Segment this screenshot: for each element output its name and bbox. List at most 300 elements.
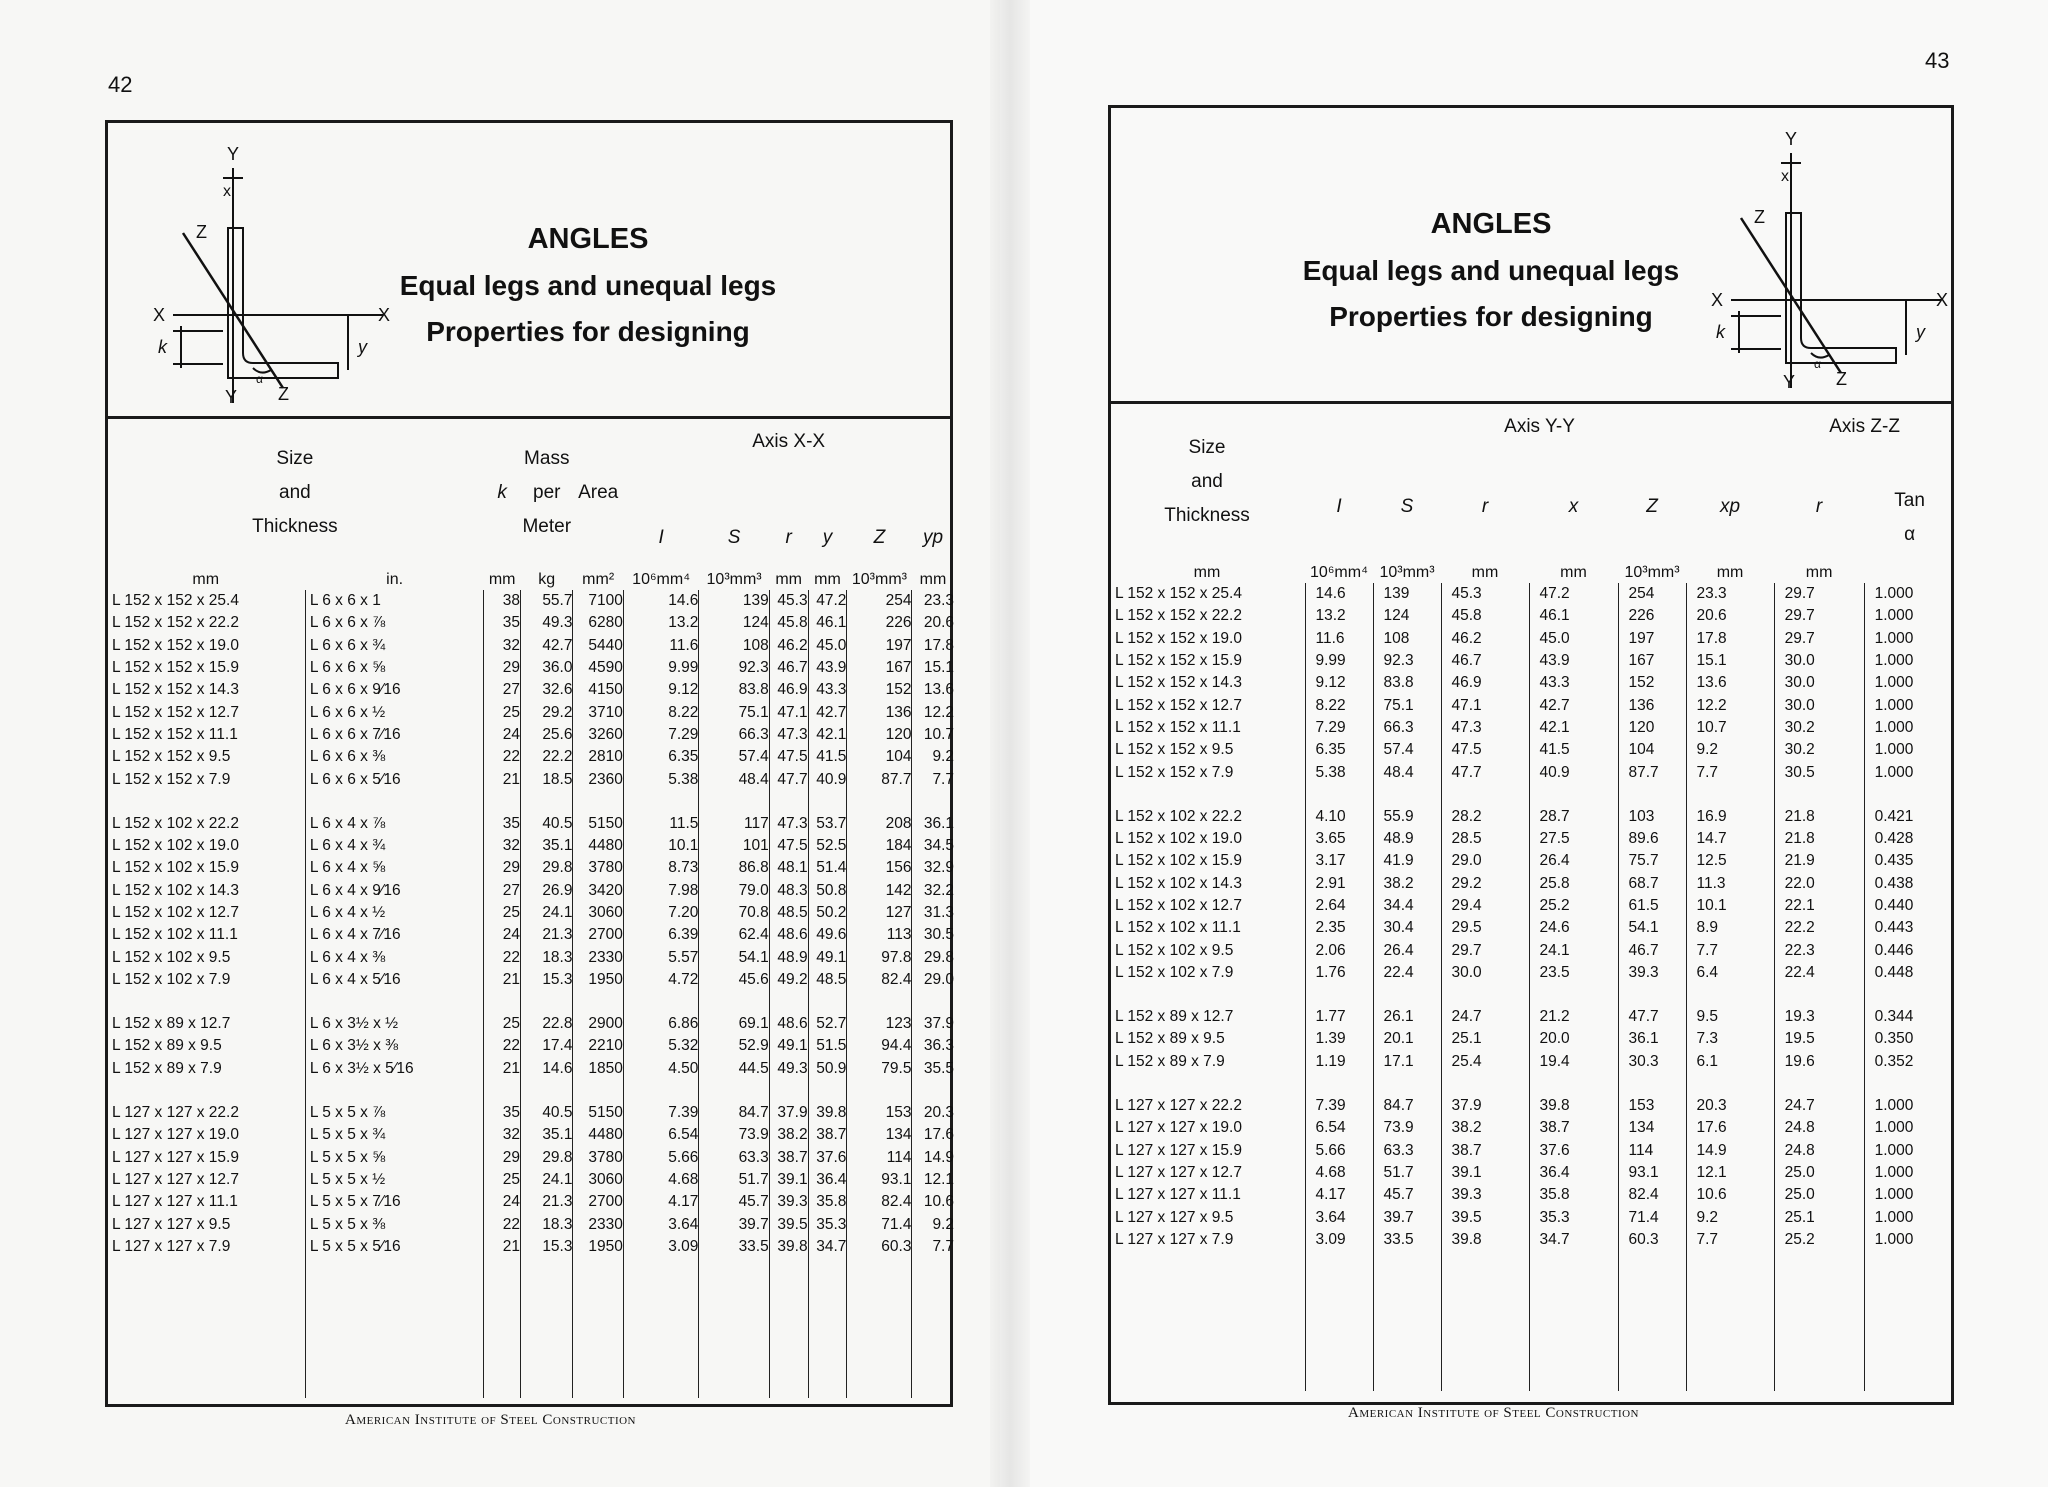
- table-cell: L 152 x 152 x 19.0: [112, 636, 239, 654]
- table-cell: L 127 x 127 x 15.9: [1115, 1141, 1242, 1159]
- diagram-label-alpha: α: [1814, 357, 1821, 371]
- table-cell: 19.3: [1774, 1006, 1864, 1028]
- table-cell: 0.421: [1864, 806, 1955, 828]
- filler-cell: [847, 1258, 912, 1398]
- table-cell: 28.7: [1529, 806, 1618, 828]
- right-size-header-line2: and: [1191, 471, 1223, 492]
- table-cell: 47.7: [769, 768, 808, 790]
- spacer-cell: [1864, 784, 1955, 806]
- spacer-cell: [1109, 1073, 1305, 1095]
- table-cell: L 5 x 5 x 5⁄16: [305, 1236, 483, 1258]
- table-cell: 24: [484, 924, 521, 946]
- table-cell: 48.1: [769, 857, 808, 879]
- table-cell: 24.1: [521, 902, 573, 924]
- table-cell: 38: [484, 590, 521, 612]
- table-cell: 23.5: [1529, 962, 1618, 984]
- table-cell: 9.5: [1686, 1006, 1774, 1028]
- right-S-header: S: [1400, 496, 1414, 517]
- table-cell: 8.9: [1686, 917, 1774, 939]
- spacer-cell: [1373, 1073, 1441, 1095]
- table-cell: 79.5: [847, 1058, 912, 1080]
- table-cell: 1.000: [1864, 672, 1955, 694]
- table-cell: 2900: [573, 1013, 623, 1035]
- group-spacer: [106, 791, 954, 813]
- table-cell: 21.3: [521, 924, 573, 946]
- table-cell: 46.9: [1441, 672, 1529, 694]
- table-cell: L 5 x 5 x ¾: [305, 1124, 483, 1146]
- filler-cell: [1774, 1251, 1864, 1391]
- table-cell: 92.3: [1373, 650, 1441, 672]
- table-cell: L 152 x 152 x 22.2: [1115, 607, 1242, 625]
- table-cell: 37.9: [1441, 1095, 1529, 1117]
- table-cell: 13.6: [1686, 672, 1774, 694]
- table-cell: 51.7: [699, 1169, 769, 1191]
- table-cell: 4.72: [623, 969, 699, 991]
- table-cell: 14.6: [521, 1058, 573, 1080]
- table-cell: 22: [484, 746, 521, 768]
- table-cell: L 152 x 152 x 12.7: [112, 703, 239, 721]
- table-cell: 39.1: [1441, 1162, 1529, 1184]
- table-cell: 30.0: [1774, 694, 1864, 716]
- table-cell: 86.8: [699, 857, 769, 879]
- table-cell: 5.38: [1305, 761, 1373, 783]
- table-cell: 197: [847, 635, 912, 657]
- filler-cell: [521, 1258, 573, 1398]
- table-cell: 79.0: [699, 880, 769, 902]
- table-cell: L 6 x 6 x ⅝: [305, 657, 483, 679]
- spacer-cell: [521, 791, 573, 813]
- table-cell: 20.6: [1686, 605, 1774, 627]
- table-cell: 1.000: [1864, 650, 1955, 672]
- table-row: [1109, 605, 1955, 627]
- table-cell: 23.3: [912, 590, 954, 612]
- table-cell: 29.8: [521, 1147, 573, 1169]
- table-cell: 66.3: [1373, 717, 1441, 739]
- table-cell: L 6 x 3½ x ½: [305, 1013, 483, 1035]
- table-row: [106, 746, 954, 768]
- left-unit: kg: [538, 570, 556, 588]
- table-cell: 50.9: [808, 1058, 847, 1080]
- left-yp-header: yp: [922, 527, 944, 549]
- table-cell: 6.4: [1686, 962, 1774, 984]
- table-row: [1109, 650, 1955, 672]
- table-cell: 29: [484, 857, 521, 879]
- table-cell: 139: [699, 590, 769, 612]
- left-unit: mm²: [582, 570, 615, 588]
- right-properties-table: [1109, 402, 1955, 1391]
- table-cell: 14.6: [623, 590, 699, 612]
- table-cell: 8.22: [1305, 694, 1373, 716]
- table-cell: L 152 x 152 x 11.1: [112, 725, 238, 743]
- table-cell: 73.9: [1373, 1117, 1441, 1139]
- table-cell: 17.6: [1686, 1117, 1774, 1139]
- table-cell: L 152 x 152 x 7.9: [1115, 763, 1234, 781]
- table-cell: 38.2: [1441, 1117, 1529, 1139]
- right-unit: 10³mm³: [1379, 563, 1435, 581]
- table-cell: 45.6: [699, 969, 769, 991]
- table-cell: 30.0: [1774, 650, 1864, 672]
- table-cell: 254: [1618, 583, 1686, 605]
- table-cell: 47.3: [769, 724, 808, 746]
- table-cell: 26.1: [1373, 1006, 1441, 1028]
- table-cell: 114: [847, 1147, 912, 1169]
- table-cell: 26.9: [521, 880, 573, 902]
- spacer-cell: [808, 1080, 847, 1102]
- table-cell: 18.5: [521, 768, 573, 790]
- table-cell: 43.9: [1529, 650, 1618, 672]
- table-cell: 23.3: [1686, 583, 1774, 605]
- table-cell: 0.435: [1864, 850, 1955, 872]
- table-cell: 34.5: [912, 835, 954, 857]
- table-cell: 6280: [573, 612, 623, 634]
- table-cell: 0.438: [1864, 873, 1955, 895]
- table-cell: 30.5: [1774, 761, 1864, 783]
- table-cell: 9.2: [1686, 1206, 1774, 1228]
- spacer-cell: [847, 1080, 912, 1102]
- table-cell: 25: [484, 902, 521, 924]
- spacer-cell: [1529, 784, 1618, 806]
- filler-cell: [106, 1258, 305, 1398]
- table-cell: 0.443: [1864, 917, 1955, 939]
- table-cell: 1.000: [1864, 1184, 1955, 1206]
- table-cell: 6.54: [1305, 1117, 1373, 1139]
- table-row: [1109, 672, 1955, 694]
- table-cell: 10.1: [1686, 895, 1774, 917]
- table-cell: 36.4: [808, 1169, 847, 1191]
- table-cell: 35.3: [1529, 1206, 1618, 1228]
- table-cell: 71.4: [847, 1213, 912, 1235]
- table-cell: 156: [847, 857, 912, 879]
- table-cell: 1.77: [1305, 1006, 1373, 1028]
- table-cell: 7100: [573, 590, 623, 612]
- spacer-cell: [1373, 984, 1441, 1006]
- table-cell: L 5 x 5 x ⅜: [305, 1213, 483, 1235]
- table-cell: 21: [484, 768, 521, 790]
- table-cell: 41.5: [808, 746, 847, 768]
- table-cell: 16.9: [1686, 806, 1774, 828]
- table-row: [1109, 850, 1955, 872]
- table-cell: 7.29: [1305, 717, 1373, 739]
- table-cell: 47.3: [769, 813, 808, 835]
- table-row: [106, 924, 954, 946]
- table-cell: L 127 x 127 x 22.2: [112, 1104, 239, 1122]
- right-unit: mm: [1560, 563, 1587, 581]
- table-cell: 93.1: [847, 1169, 912, 1191]
- right-tan-header-line2: α: [1904, 523, 1916, 545]
- table-cell: 83.8: [699, 679, 769, 701]
- right-Z-header: Z: [1646, 496, 1658, 517]
- spacer-cell: [769, 991, 808, 1013]
- diagram-label-x-left: X: [1711, 290, 1724, 310]
- table-cell: 13.2: [1305, 605, 1373, 627]
- table-cell: 35.8: [1529, 1184, 1618, 1206]
- table-cell: L 6 x 4 x 9⁄16: [305, 880, 483, 902]
- table-cell: 42.1: [808, 724, 847, 746]
- table-cell: 22.2: [1774, 917, 1864, 939]
- table-cell: 82.4: [1618, 1184, 1686, 1206]
- table-cell: 1.000: [1864, 1206, 1955, 1228]
- table-row: [1109, 895, 1955, 917]
- table-cell: L 152 x 152 x 11.1: [1115, 718, 1241, 736]
- table-cell: 22.2: [521, 746, 573, 768]
- table-cell: 29.2: [521, 701, 573, 723]
- table-cell: 7.20: [623, 902, 699, 924]
- table-cell: 70.8: [699, 902, 769, 924]
- table-cell: 124: [699, 612, 769, 634]
- table-cell: 14.9: [912, 1147, 954, 1169]
- right-r-header: r: [1481, 496, 1489, 517]
- table-cell: 61.5: [1618, 895, 1686, 917]
- spacer-cell: [847, 791, 912, 813]
- spacer-cell: [623, 1080, 699, 1102]
- spacer-cell: [769, 1080, 808, 1102]
- table-cell: 10.1: [623, 835, 699, 857]
- spacer-cell: [912, 991, 954, 1013]
- table-cell: L 152 x 152 x 7.9: [112, 770, 231, 788]
- table-cell: 25: [484, 1169, 521, 1191]
- group-spacer: [1109, 984, 1955, 1006]
- table-cell: 87.7: [1618, 761, 1686, 783]
- table-cell: L 152 x 102 x 15.9: [1115, 852, 1242, 870]
- table-cell: 139: [1373, 583, 1441, 605]
- table-cell: 0.428: [1864, 828, 1955, 850]
- table-cell: L 6 x 4 x ¾: [305, 835, 483, 857]
- table-row: [1109, 1051, 1955, 1073]
- filler-row: [106, 1258, 954, 1398]
- table-cell: 37.9: [769, 1102, 808, 1124]
- table-cell: L 6 x 4 x 7⁄16: [305, 924, 483, 946]
- table-cell: 1.000: [1864, 739, 1955, 761]
- table-row: [1109, 583, 1955, 605]
- filler-cell: [1618, 1251, 1686, 1391]
- table-cell: 13.6: [912, 679, 954, 701]
- table-cell: 20.0: [1529, 1028, 1618, 1050]
- book-gutter: [990, 0, 1030, 1487]
- table-cell: 11.6: [1305, 628, 1373, 650]
- table-cell: 4480: [573, 1124, 623, 1146]
- right-I-header: I: [1336, 496, 1342, 517]
- table-cell: 152: [847, 679, 912, 701]
- table-cell: 0.446: [1864, 939, 1955, 961]
- table-cell: 69.1: [699, 1013, 769, 1035]
- table-row: [1109, 717, 1955, 739]
- diagram-label-y-dim: y: [358, 337, 367, 357]
- table-cell: 50.8: [808, 880, 847, 902]
- table-cell: 47.5: [769, 746, 808, 768]
- table-cell: 2700: [573, 1191, 623, 1213]
- table-cell: 46.7: [1441, 650, 1529, 672]
- spacer-cell: [808, 991, 847, 1013]
- left-unit: mm: [775, 570, 802, 588]
- table-cell: 17.8: [1686, 628, 1774, 650]
- table-cell: 54.1: [699, 946, 769, 968]
- table-cell: 29.7: [1774, 628, 1864, 650]
- filler-cell: [912, 1258, 954, 1398]
- table-cell: 0.352: [1864, 1051, 1955, 1073]
- table-row: [106, 1169, 954, 1191]
- table-cell: 29.4: [1441, 895, 1529, 917]
- table-cell: 25.8: [1529, 873, 1618, 895]
- diagram-label-z-bottom: Z: [1836, 369, 1847, 389]
- diagram-label-y-top: Y: [227, 144, 240, 164]
- table-cell: 3.64: [623, 1213, 699, 1235]
- table-cell: 9.12: [1305, 672, 1373, 694]
- diagram-label-x-small: x: [1781, 168, 1789, 185]
- table-cell: 32.6: [521, 679, 573, 701]
- spacer-cell: [106, 991, 305, 1013]
- spacer-cell: [1305, 984, 1373, 1006]
- table-cell: 29.8: [912, 946, 954, 968]
- diagram-label-alpha: α: [256, 372, 263, 386]
- table-cell: L 152 x 152 x 15.9: [1115, 652, 1242, 670]
- table-cell: 46.7: [1618, 939, 1686, 961]
- table-cell: 49.3: [769, 1058, 808, 1080]
- table-cell: 42.7: [1529, 694, 1618, 716]
- table-cell: 6.86: [623, 1013, 699, 1035]
- table-cell: 22: [484, 946, 521, 968]
- spacer-cell: [305, 791, 483, 813]
- table-row: [106, 701, 954, 723]
- table-cell: 1.000: [1864, 717, 1955, 739]
- table-cell: L 6 x 3½ x ⅜: [305, 1035, 483, 1057]
- table-cell: 208: [847, 813, 912, 835]
- table-cell: 21.3: [521, 1191, 573, 1213]
- table-cell: L 152 x 152 x 22.2: [112, 614, 239, 632]
- table-row: [1109, 1162, 1955, 1184]
- table-cell: 10.6: [1686, 1184, 1774, 1206]
- table-cell: 37.9: [912, 1013, 954, 1035]
- table-cell: 2330: [573, 946, 623, 968]
- table-cell: 28.5: [1441, 828, 1529, 850]
- table-cell: L 127 x 127 x 9.5: [112, 1215, 231, 1233]
- table-cell: 47.5: [769, 835, 808, 857]
- diagram-label-y-dim: y: [1916, 322, 1925, 342]
- table-cell: 40.9: [808, 768, 847, 790]
- table-cell: 3.09: [623, 1236, 699, 1258]
- spacer-cell: [1305, 1073, 1373, 1095]
- table-cell: 94.4: [847, 1035, 912, 1057]
- table-cell: 2.91: [1305, 873, 1373, 895]
- table-cell: 26.4: [1373, 939, 1441, 961]
- table-cell: 52.5: [808, 835, 847, 857]
- spacer-cell: [1441, 1073, 1529, 1095]
- table-cell: 0.350: [1864, 1028, 1955, 1050]
- table-cell: 2360: [573, 768, 623, 790]
- table-cell: 39.1: [769, 1169, 808, 1191]
- table-cell: 38.7: [769, 1147, 808, 1169]
- table-cell: 0.440: [1864, 895, 1955, 917]
- left-subtitle-2: Properties for designing: [426, 316, 750, 347]
- right-x-header: x: [1568, 496, 1579, 517]
- table-cell: 5.66: [623, 1147, 699, 1169]
- table-cell: 5150: [573, 813, 623, 835]
- left-subtitle: Equal legs and unequal legs: [399, 270, 777, 301]
- table-cell: 29.7: [1441, 939, 1529, 961]
- table-cell: 22.1: [1774, 895, 1864, 917]
- table-cell: 3060: [573, 1169, 623, 1191]
- right-title: ANGLES: [1430, 208, 1552, 240]
- table-cell: 4.17: [1305, 1184, 1373, 1206]
- table-cell: 29: [484, 1147, 521, 1169]
- table-cell: 38.7: [808, 1124, 847, 1146]
- table-cell: 49.2: [769, 969, 808, 991]
- table-cell: 3260: [573, 724, 623, 746]
- table-cell: 124: [1373, 605, 1441, 627]
- table-cell: L 152 x 89 x 12.7: [112, 1015, 231, 1033]
- left-unit: mm: [814, 570, 841, 588]
- table-cell: 120: [847, 724, 912, 746]
- table-cell: 42.1: [1529, 717, 1618, 739]
- left-size-header-line3: Thickness: [252, 516, 338, 537]
- table-cell: 1.19: [1305, 1051, 1373, 1073]
- table-cell: 0.448: [1864, 962, 1955, 984]
- spacer-cell: [106, 1080, 305, 1102]
- table-cell: L 127 x 127 x 12.7: [112, 1170, 239, 1188]
- table-cell: 47.1: [1441, 694, 1529, 716]
- table-cell: 52.7: [808, 1013, 847, 1035]
- table-cell: 2700: [573, 924, 623, 946]
- table-cell: 75.1: [1373, 694, 1441, 716]
- left-I-header: I: [658, 527, 664, 549]
- table-cell: 92.3: [699, 657, 769, 679]
- diagram-label-x-left: X: [153, 305, 166, 325]
- spacer-cell: [699, 791, 769, 813]
- table-row: [106, 969, 954, 991]
- group-spacer: [106, 1080, 954, 1102]
- left-properties-table: [106, 417, 954, 1398]
- table-cell: 29: [484, 657, 521, 679]
- table-cell: 167: [1618, 650, 1686, 672]
- table-cell: 18.3: [521, 946, 573, 968]
- table-cell: 3060: [573, 902, 623, 924]
- table-cell: 38.2: [769, 1124, 808, 1146]
- table-cell: 13.2: [623, 612, 699, 634]
- table-cell: 254: [847, 590, 912, 612]
- table-cell: 21: [484, 1058, 521, 1080]
- left-unit: mm: [488, 570, 516, 588]
- table-cell: 84.7: [699, 1102, 769, 1124]
- table-cell: 167: [847, 657, 912, 679]
- table-cell: 7.7: [912, 1236, 954, 1258]
- table-cell: 35.5: [912, 1058, 954, 1080]
- right-size-header: [1109, 402, 1305, 562]
- spacer-cell: [699, 1080, 769, 1102]
- table-cell: 71.4: [1618, 1206, 1686, 1228]
- table-cell: 66.3: [699, 724, 769, 746]
- table-cell: 22.4: [1774, 962, 1864, 984]
- left-mass-header-line3: Meter: [522, 516, 572, 537]
- table-cell: 123: [847, 1013, 912, 1035]
- table-cell: 50.2: [808, 902, 847, 924]
- table-cell: 17.4: [521, 1035, 573, 1057]
- table-cell: 226: [1618, 605, 1686, 627]
- table-row: [1109, 1206, 1955, 1228]
- table-cell: 5.66: [1305, 1140, 1373, 1162]
- table-cell: 41.5: [1529, 739, 1618, 761]
- table-cell: 7.29: [623, 724, 699, 746]
- table-cell: 38.7: [1529, 1117, 1618, 1139]
- table-cell: 24.8: [1774, 1140, 1864, 1162]
- table-cell: 93.1: [1618, 1162, 1686, 1184]
- table-cell: L 6 x 6 x ½: [305, 701, 483, 723]
- spacer-cell: [1373, 784, 1441, 806]
- table-cell: 36.3: [912, 1035, 954, 1057]
- table-cell: 48.4: [1373, 761, 1441, 783]
- table-cell: 5.57: [623, 946, 699, 968]
- left-mass-header: [521, 417, 573, 569]
- table-cell: 8.22: [623, 701, 699, 723]
- table-cell: 29.7: [1774, 605, 1864, 627]
